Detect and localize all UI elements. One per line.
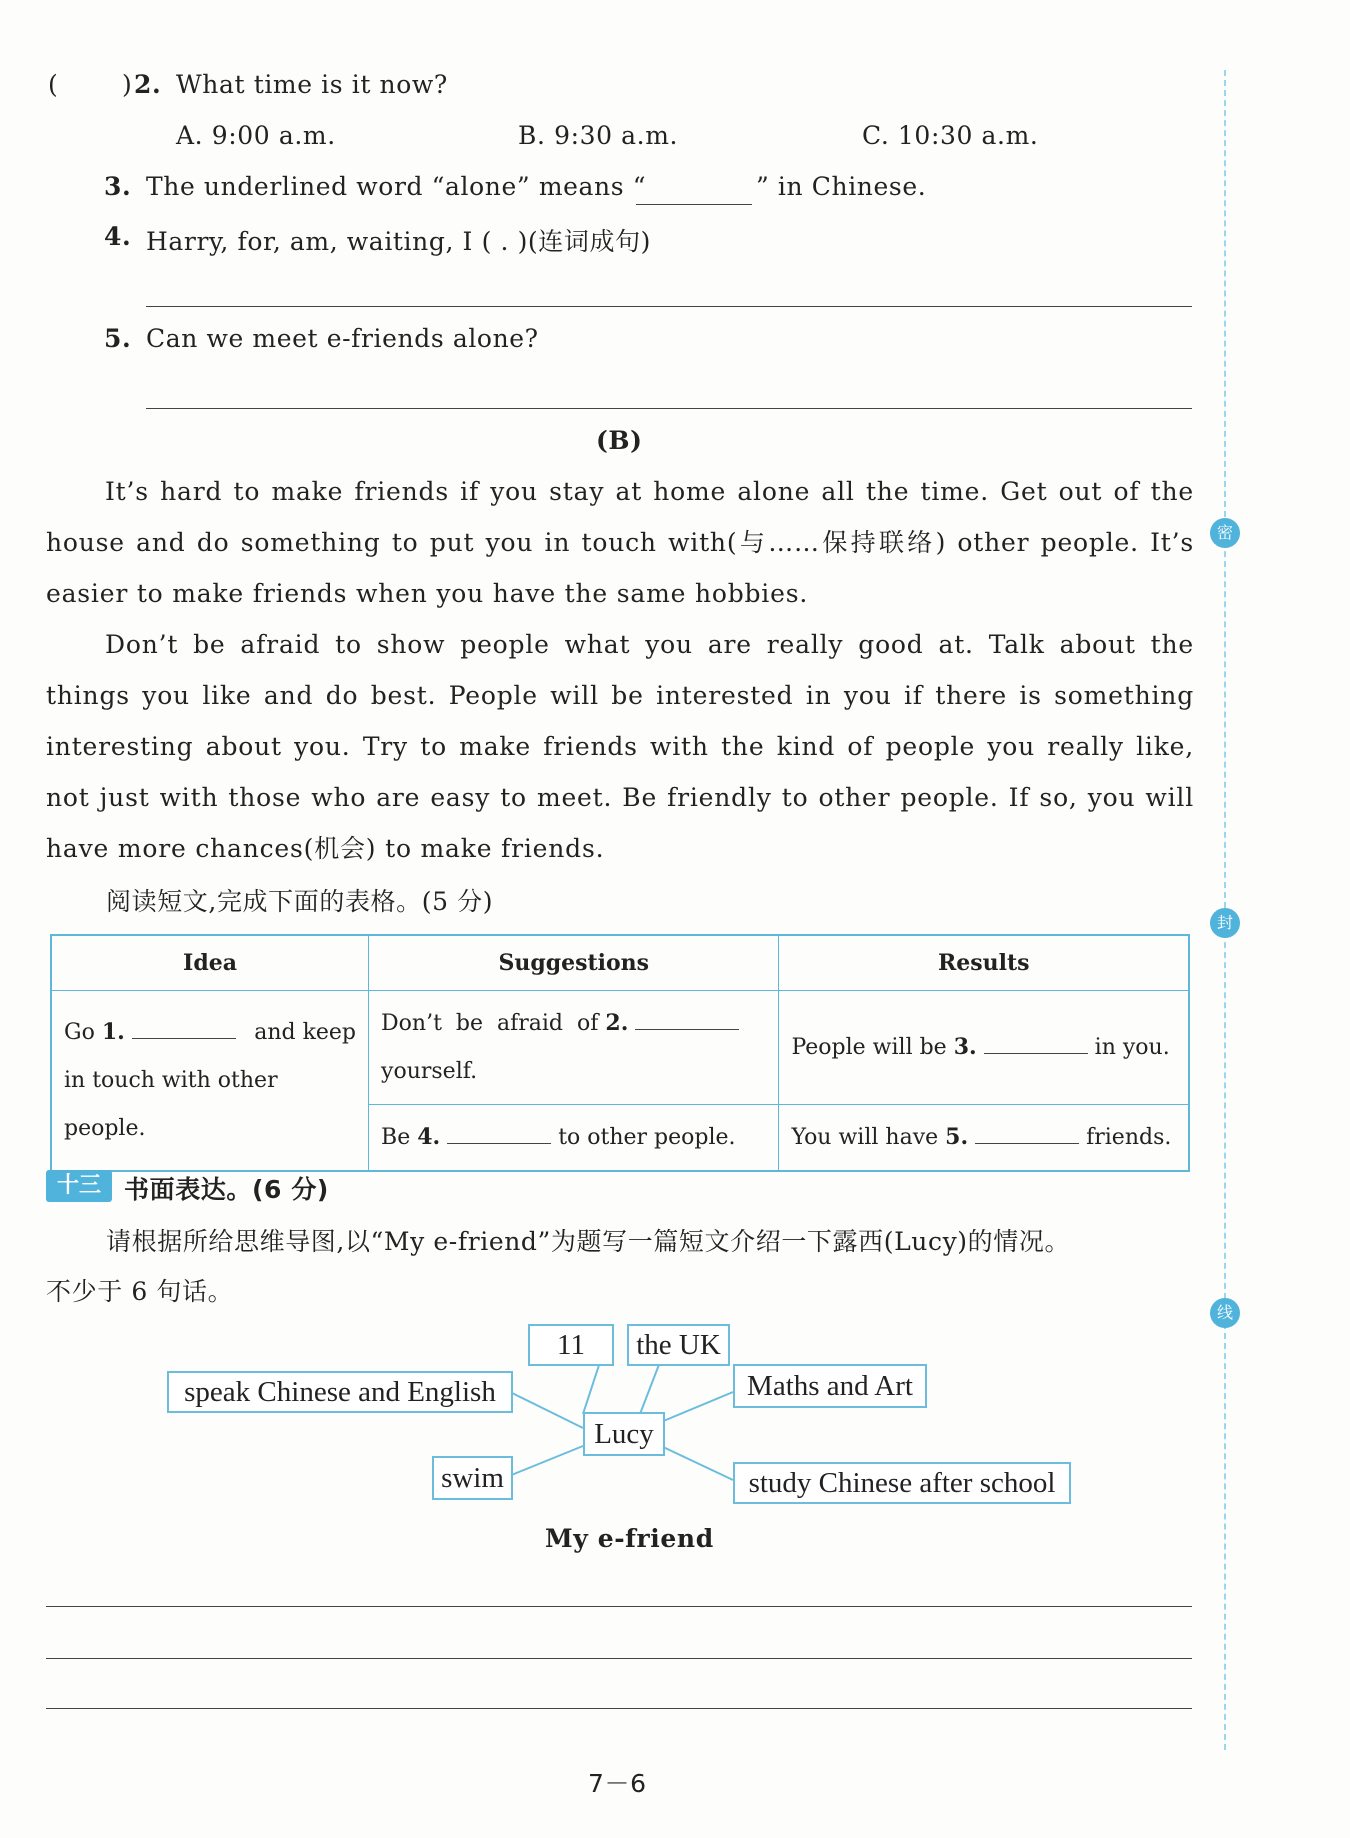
passage-paragraph-2: Don’t be afraid to show people what you are really good at. Talk about the things you like and do best. People will be interested in you if there is something interesting about you. Try to make friends with the kind of people you really like, not just with those who are easy to meet. Be friendly to other people. If so, you will have more chances(机会) to make friends. [46,630,1194,863]
connector-activity [661,1446,733,1480]
passage-paragraph-1: It’s hard to make friends if you stay at home alone all the time. Get out of the house and do something to put you in touch with(与……保持联络) other people. It’s easier to make friends when you have the same hobbies. [46,477,1194,608]
q3-text-after: ” in Chinese. [756,172,927,201]
q2-number: 2. [134,70,162,99]
suggestion-2-pre: Be [381,1125,411,1150]
table-instruction: 阅读短文,完成下面的表格。(5 分) [106,887,494,916]
q4-text: Harry, for, am, waiting, I ( . )(连词成句) [146,227,652,256]
suggestion-1-text: Don’t be afraid of [381,1011,599,1036]
blank-1-number: 1. [101,1019,125,1045]
writing-line[interactable] [46,1606,1192,1607]
blank-5-number: 5. [945,1124,969,1150]
mind-map-node-age: 11 [528,1324,614,1366]
connector-age [583,1362,600,1414]
blank-3-number: 3. [953,1034,977,1060]
q4-number: 4. [104,222,132,251]
side-mark-xian: 线 [1210,1298,1240,1328]
blank-2-number: 2. [605,1010,629,1036]
section-13-instruction-2: 不少于 6 句话。 [46,1277,234,1306]
mind-map-node-hobby: swim [432,1456,513,1500]
q2-bracket-close: ) [122,70,133,99]
idea-keep: and keep [254,1020,357,1045]
q2-text: What time is it now? [176,70,448,99]
result-1-post: in you. [1094,1035,1170,1060]
q3-number: 3. [104,172,132,201]
section-13-title: 书面表达。(6 分) [124,1175,329,1204]
suggestion-1-line2: yourself. [381,1059,478,1084]
q2-option-b: B. 9:30 a.m. [518,121,679,150]
result-2-post: friends. [1086,1125,1172,1150]
q5-number: 5. [104,324,132,353]
side-mark-mi: 密 [1210,518,1240,548]
q3-text-before: The underlined word “alone” means “ [146,172,647,201]
side-mark-feng: 封 [1210,908,1240,938]
mind-map-node-activity: study Chinese after school [733,1462,1071,1504]
section-13-badge: 十三 [46,1170,112,1202]
mind-map-node-country: the UK [627,1324,730,1366]
header-suggestions: Suggestions [369,935,779,991]
passage-b-heading: (B) [596,426,643,455]
q2-bracket-open: ( [48,70,59,99]
header-idea: Idea [51,935,369,991]
result-1-pre: People will be [791,1035,947,1060]
suggestion-2-post: to other people. [558,1125,736,1150]
writing-line[interactable] [46,1708,1192,1709]
connector-hobby [509,1446,583,1476]
page-number: 7－6 [588,1769,647,1798]
idea-go: Go [64,1020,95,1045]
idea-line2: in touch with other people. [64,1068,278,1141]
section-13-instruction-1: 请根据所给思维导图,以“My e-friend”为题写一篇短文介绍一下露西(Lucy)的情况。 [106,1227,1071,1256]
q5-text: Can we meet e-friends alone? [146,324,539,353]
q2-option-a: A. 9:00 a.m. [176,121,336,150]
mind-map-node-language: speak Chinese and English [167,1371,513,1413]
blank-4-number: 4. [417,1124,441,1150]
writing-line[interactable] [46,1658,1192,1659]
q2-option-c: C. 10:30 a.m. [862,121,1039,150]
mind-map-center-lucy: Lucy [583,1412,665,1456]
connector-country [640,1362,660,1414]
connector-subjects [661,1392,733,1422]
essay-title: My e-friend [545,1524,714,1553]
connector-language [510,1392,583,1428]
result-2-pre: You will have [791,1125,939,1150]
mind-map-node-subjects: Maths and Art [733,1364,927,1408]
header-results: Results [779,935,1189,991]
